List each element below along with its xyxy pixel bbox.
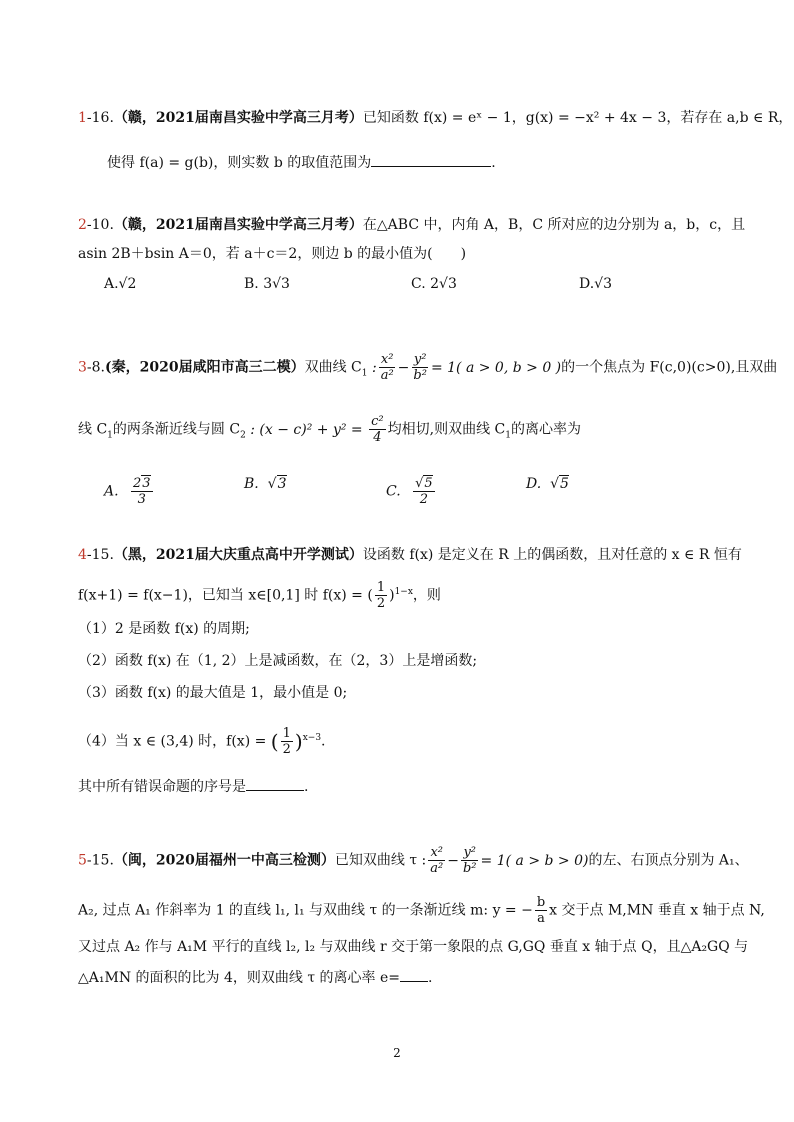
q3-text-2b: 的两条渐近线与圆 C — [112, 421, 241, 438]
q1-number: 1 — [78, 110, 87, 126]
q3-hyperbola-equation: : $\frac{\text{x²}}{\text{a²}}$ − $\frac{\text{y²}}{\text{b²}}$ = 1( a > 0, b > 0 ) — [367, 352, 562, 383]
q5-text-2a: A₂, 过点 A₁ 作斜率为 1 的直线 l₁, l₁ 与双曲线 τ 的一条渐近线 m: y = − — [78, 902, 533, 919]
q4-line-1 — [78, 545, 742, 565]
q3-line-2: 线 $C_1$的两条渐近线与圆 $C_2$ : (x − c)² + y² = $\frac{\text{c²}}{4}$ 均相切,则双曲线 $C_1$的离心率为 — [78, 414, 581, 445]
q5-text-1a: 已知双曲线 τ : — [334, 852, 427, 869]
q4-statement-3: （3）函数 f(x) 的最大值是 1，最小值是 0; — [78, 685, 348, 701]
q5-line-1 — [78, 845, 749, 876]
q5-number: 5 — [78, 852, 87, 869]
q4-text-2a: f(x+1) = f(x−1)，已知当 x∈[0,1] 时 f(x) = ( — [78, 587, 373, 604]
q5-line-2: A₂, 过点 A₁ 作斜率为 1 的直线 l₁, l₁ 与双曲线 τ 的一条渐近线 m: y = − $\frac{b}{a}$ x 交于点 M,MN 垂直 x 轴于点 N, — [78, 895, 765, 926]
q1-source-tag: （赣，2021届南昌实验中学高三月考） — [113, 110, 363, 126]
q3-text-2c: 均相切,则双曲线 C — [387, 421, 506, 438]
q4-answer-period: . — [304, 779, 309, 795]
q4-statement-4: （4）当 x ∈ (3,4) 时，f(x) = ( $\frac{1}{2}$ )$^{x-3}$. — [78, 726, 326, 757]
q4-statement-2: （2）函数 f(x) 在（1, 2）上是减函数，在（2，3）上是增函数; — [78, 653, 478, 669]
q3-text-2d: 的离心率为 — [510, 421, 581, 438]
q2-text-2: asin 2B＋bsin A＝0，若 a＋c＝2，则边 b 的最小值为( ) — [78, 246, 467, 262]
q5-answer-blank — [400, 967, 428, 982]
q4-index: -15. — [86, 547, 114, 563]
q4-number: 4 — [78, 547, 87, 563]
q5-answer-period: . — [428, 970, 433, 986]
q4-text-2b: ) — [389, 587, 395, 604]
q4-answer-text: 其中所有错误命题的序号是 — [78, 779, 246, 795]
page-number: 2 — [393, 1046, 401, 1060]
q3-index: -8. — [86, 359, 106, 376]
q4-line-2: f(x+1) = f(x−1)，已知当 x∈[0,1] 时 f(x) = ( $\frac{1}{2}$ )$^{1-x}$，则 — [78, 580, 441, 611]
q2-source-tag: （赣，2021届南昌实验中学高三月考） — [113, 217, 363, 233]
q3-text-2a: 线 C — [78, 421, 108, 438]
q3-source-tag: (秦，2020届咸阳市高三二模） — [105, 359, 305, 376]
q5-line-4 — [78, 967, 724, 988]
q3-text-1a: 双曲线 C — [304, 359, 362, 376]
q3-text-1b: 的一个焦点为 F(c,0)(c>0),且双曲 — [561, 359, 778, 376]
q3-option-d: D. √5 — [526, 476, 569, 492]
q1-text-2: 使得 f(a) = g(b)，则实数 b 的取值范围为 — [107, 155, 372, 171]
q1-text-1: 已知函数 f(x) = eˣ − 1，g(x) = −x² + 4x − 3，若存在 a,b ∈ R， — [362, 110, 793, 126]
q4-text-1: 设函数 f(x) 是定义在 R 上的偶函数，且对任意的 x ∈ R 恒有 — [362, 547, 742, 563]
q4-source-tag: （黑，2021届大庆重点高中开学测试） — [113, 547, 363, 563]
q1-period: . — [491, 155, 496, 171]
q5-line-3: 又过点 A₂ 作与 A₁M 平行的直线 l₂, l₂ 与双曲线 r 交于第一象限的点 G,GQ 垂直 x 轴于点 Q，且△A₂GQ 与 — [78, 939, 749, 955]
q2-line-2 — [78, 244, 724, 264]
q1-line-2 — [107, 152, 724, 173]
q5-index: -15. — [86, 852, 114, 869]
q3-circle-equation: : (x − c)² + y² = $\frac{\text{c²}}{4}$ — [245, 414, 384, 445]
q5-hyperbola-equation: $\frac{\text{x²}}{\text{a²}}$ − $\frac{\text{y²}}{\text{b²}}$ = 1( a > b > 0) — [430, 845, 589, 876]
q2-text-1: 在△ABC 中，内角 A，B，C 所对应的边分别为 a，b，c，且 — [362, 217, 746, 233]
q4-answer-line — [78, 776, 724, 797]
q3-option-a: A. $\frac{23}{3}$ — [104, 476, 151, 507]
q3-line-1: 3-8.(秦，2020届咸阳市高三二模）双曲线 $C_1$ : $\frac{\text{x²}}{\text{a²}}$ − $\frac{\text{y²}}{\text{b²}}$ = 1( a > 0, b > 0 )的一个焦点为 F(c,0)(c>0),且双曲 — [78, 352, 778, 383]
q2-line-1 — [78, 215, 746, 235]
q4-statement-4-period: . — [321, 733, 326, 750]
q2-options — [104, 276, 724, 316]
q4-statement-1: （1）2 是函数 f(x) 的周期; — [78, 621, 250, 637]
q3-options — [104, 468, 724, 508]
q1-index: -16. — [86, 110, 114, 126]
q2-option-a: A.√2 — [104, 276, 137, 292]
q2-index: -10. — [86, 217, 114, 233]
q4-statement-4-text: （4）当 x ∈ (3,4) 时，f(x) = — [78, 733, 267, 750]
q3-option-c: C. $\frac{√5}{2}$ — [386, 476, 433, 507]
q5-text-2b: x 交于点 M,MN 垂直 x 轴于点 N, — [549, 902, 765, 919]
q1-line-1 — [78, 108, 793, 128]
q5-text-4a: △A₁MN 的面积的比为 4，则双曲线 τ 的离心率 e= — [78, 970, 400, 986]
q4-text-2c: ，则 — [412, 587, 441, 604]
q2-number: 2 — [78, 217, 87, 233]
q5-source-tag: （闽，2020届福州一中高三检测） — [113, 852, 335, 869]
q2-option-d: D.√3 — [579, 276, 613, 292]
q3-option-b: B. √3 — [244, 476, 287, 492]
q2-option-c: C. 2√3 — [411, 276, 457, 292]
q1-answer-blank — [371, 152, 491, 167]
q2-option-b: B. 3√3 — [244, 276, 290, 292]
q5-text-1b: 的左、右顶点分别为 A₁、 — [588, 852, 749, 869]
q4-answer-blank — [246, 776, 304, 791]
q3-number: 3 — [78, 359, 87, 376]
